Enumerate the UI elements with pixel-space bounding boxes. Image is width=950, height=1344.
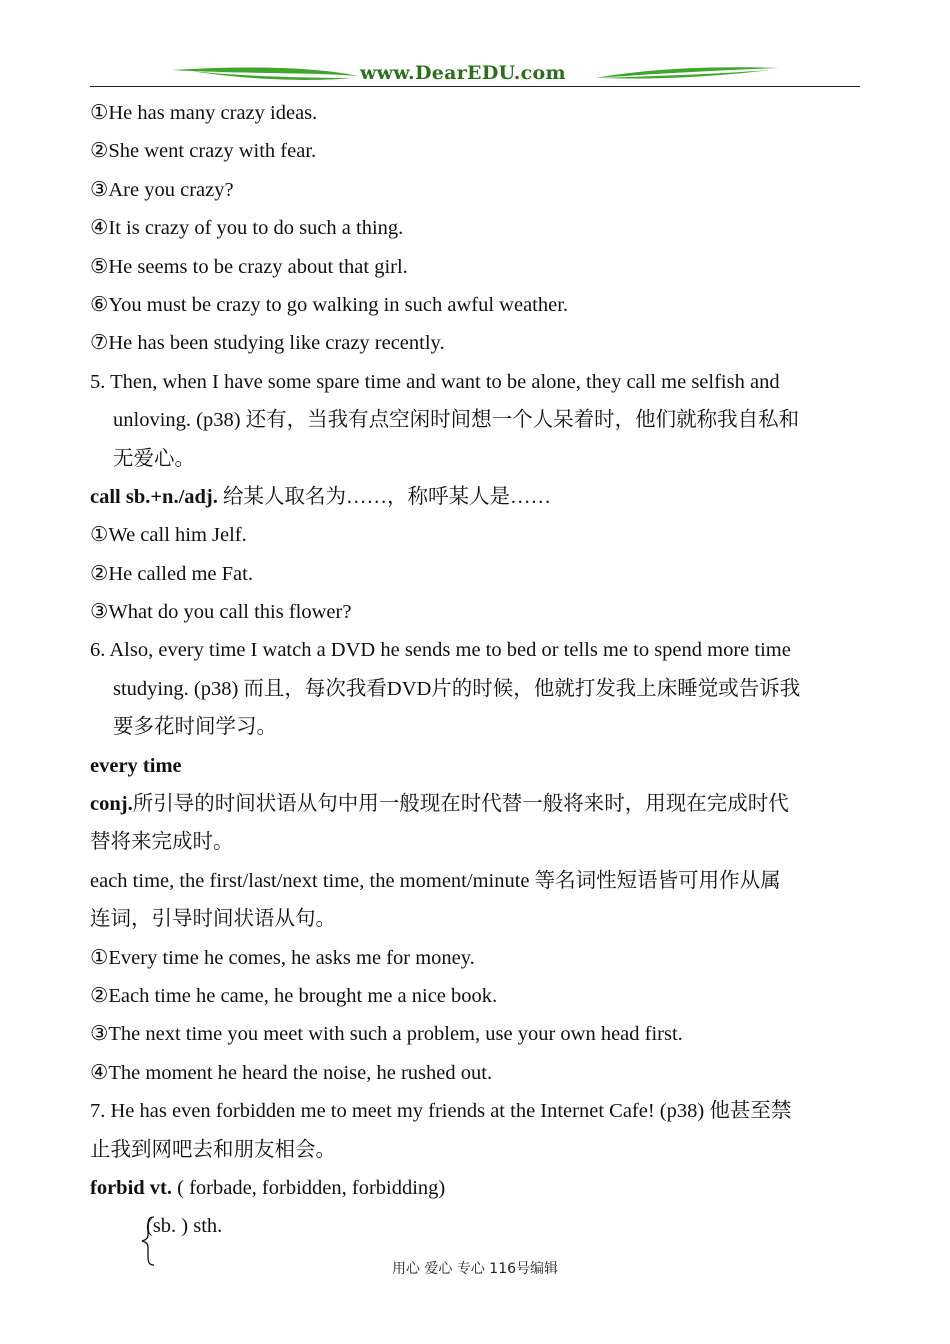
every-time-phrase: every time	[90, 754, 182, 777]
crazy-example-5: ⑤He seems to be crazy about that girl.	[90, 255, 408, 278]
call-meaning: 给某人取名为……，称呼某人是……	[217, 485, 551, 508]
conj-explanation: 所引导的时间状语从句中用一般现在时代替一般将来时，用现在完成时代	[132, 793, 789, 816]
item-6-line-1: 6. Also, every time I watch a DVD he sends me to bed or tells me to spend more time	[90, 639, 791, 662]
item-5-line-3: 无爱心。	[113, 447, 195, 470]
conj-explanation-line-1	[90, 785, 860, 823]
document-body	[90, 94, 860, 1265]
item-6-line-3: 要多花时间学习。	[113, 716, 277, 739]
page-footer: 用心 爱心 专心 116号编辑	[391, 1261, 559, 1277]
conj-explanation-line-2: 替将来完成时。	[90, 831, 234, 854]
every-time-heading	[90, 747, 860, 785]
forbid-forms: ( forbade, forbidden, forbidding)	[172, 1176, 446, 1199]
item-5-line-2: unloving. (p38) 还有，当我有点空闲时间想一个人呆着时，他们就称我自私和	[113, 409, 800, 432]
crazy-example-3: ③Are you crazy?	[90, 178, 234, 201]
forbid-definition	[90, 1169, 860, 1207]
left-swoosh-graphic	[172, 68, 358, 76]
item-5-line-1: 5. Then, when I have some spare time and want to be alone, they call me selfish and	[90, 370, 780, 393]
call-phrase: call sb.+n./adj.	[90, 485, 218, 508]
call-definition	[90, 478, 860, 516]
header-rule	[90, 86, 860, 87]
crazy-example-2: ②She went crazy with fear.	[90, 140, 317, 163]
every-time-example-4: ④The moment he heard the noise, he rushed out.	[90, 1061, 493, 1084]
forbid-pattern-1: (sb. ) sth.	[146, 1215, 223, 1238]
item-6-line-2: studying. (p38) 而且，每次我看DVD片的时候，他就打发我上床睡觉或告诉我	[113, 677, 801, 700]
crazy-example-4: ④It is crazy of you to do such a thing.	[90, 217, 404, 240]
every-time-example-3: ③The next time you meet with such a problem, use your own head first.	[90, 1023, 683, 1046]
every-time-example-2: ②Each time he came, he brought me a nice book.	[90, 984, 498, 1007]
every-time-example-1: ①Every time he comes, he asks me for money.	[90, 946, 475, 969]
item-7-line-2: 止我到网吧去和朋友相会。	[90, 1138, 336, 1161]
each-time-note-line-1: each time, the first/last/next time, the moment/minute 等名词性短语皆可用作从属	[90, 869, 781, 892]
conj-label: conj.	[90, 793, 133, 816]
crazy-example-1: ①He has many crazy ideas.	[90, 102, 318, 124]
site-logo-text: www.DearEDU.com	[360, 62, 566, 84]
crazy-example-6: ⑥You must be crazy to go walking in such awful weather.	[90, 293, 569, 316]
forbid-word: forbid vt.	[90, 1176, 172, 1199]
crazy-example-7: ⑦He has been studying like crazy recently.	[90, 332, 445, 355]
each-time-note-line-2: 连词，引导时间状语从句。	[90, 908, 336, 931]
call-example-2: ②He called me Fat.	[90, 562, 253, 585]
call-example-3: ③What do you call this flower?	[90, 601, 352, 624]
item-7-line-1: 7. He has even forbidden me to meet my friends at the Internet Cafe! (p38) 他甚至禁	[90, 1100, 792, 1123]
call-example-1: ①We call him Jelf.	[90, 524, 247, 547]
forbid-usage-block	[90, 1207, 860, 1265]
